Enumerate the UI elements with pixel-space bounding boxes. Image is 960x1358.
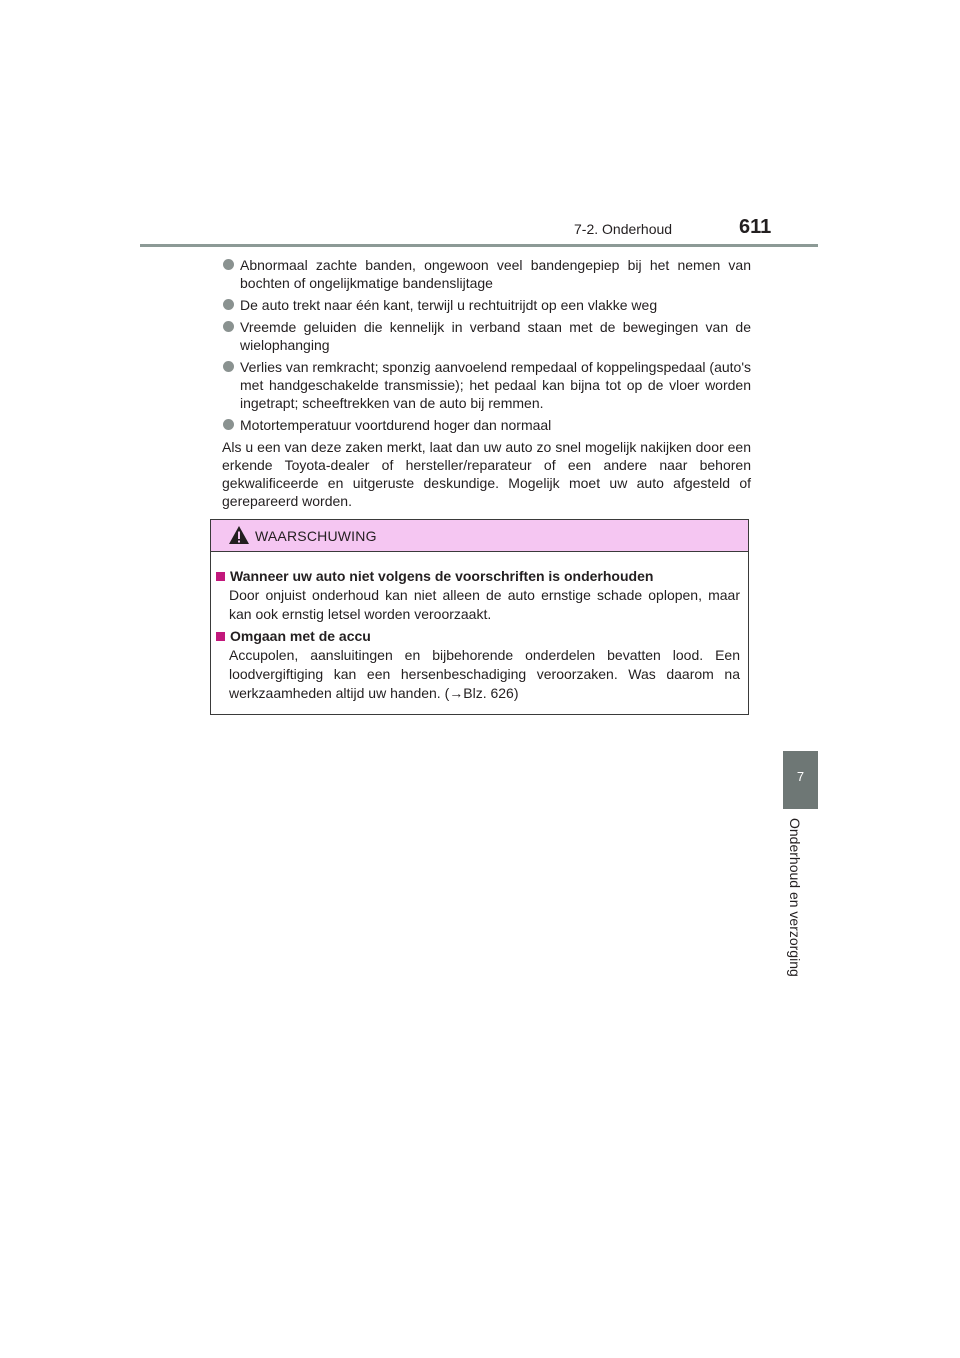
warning-item bbox=[216, 627, 740, 703]
chapter-label: Onderhoud en verzorging bbox=[787, 818, 803, 977]
list-item bbox=[222, 358, 751, 412]
list-item-text: Abnormaal zachte banden, ongewoon veel bandengepiep bij het nemen van bochten of ongelijkmatige bandenslijtage bbox=[240, 257, 751, 291]
list-item bbox=[222, 296, 751, 314]
square-bullet-icon bbox=[216, 632, 225, 641]
bullet-icon bbox=[223, 419, 234, 430]
body-paragraph: Als u een van deze zaken merkt, laat dan uw auto zo snel mogelijk nakijken door een erkende Toyota-dealer of hersteller/reparateur of een andere naar behoren gekwalificeerde en uitgeruste deskundige. Mogelijk moet uw auto afgesteld of gerepareerd worden. bbox=[222, 439, 751, 509]
header-divider bbox=[140, 244, 818, 247]
warning-item-heading bbox=[216, 627, 740, 646]
warning-triangle-icon bbox=[228, 525, 250, 545]
bullet-icon bbox=[223, 321, 234, 332]
warning-header bbox=[211, 520, 748, 552]
warning-item bbox=[216, 567, 740, 624]
warning-body bbox=[211, 552, 748, 703]
warning-box bbox=[210, 519, 749, 715]
list-item bbox=[222, 416, 751, 434]
main-content bbox=[222, 256, 751, 510]
chapter-tab[interactable] bbox=[783, 751, 818, 809]
warning-item-title: Omgaan met de accu bbox=[230, 628, 371, 644]
list-item bbox=[222, 256, 751, 292]
warning-title: WAARSCHUWING bbox=[255, 528, 377, 544]
warning-item-text: Accupolen, aansluitingen en bijbehorende onderdelen bevatten lood. Een loodvergiftiging kan een hersenbeschadiging veroorzaken. Was daarom na werkzaamheden altijd uw handen. (→Blz. 626) bbox=[229, 647, 740, 701]
list-item-text: Motortemperatuur voortdurend hoger dan normaal bbox=[240, 417, 552, 433]
warning-item-heading bbox=[216, 567, 740, 586]
warning-item-text: Door onjuist onderhoud kan niet alleen de auto ernstige schade oplopen, maar kan ook ernstig letsel worden veroorzaakt. bbox=[229, 587, 740, 622]
list-item-text: Vreemde geluiden die kennelijk in verband staan met de bewegingen van de wielophanging bbox=[240, 319, 751, 353]
list-item-text: Verlies van remkracht; sponzig aanvoelend rempedaal of koppelingspedaal (auto's met handgeschakelde transmissie); het pedaal kan bijna tot op de vloer worden ingetrapt; scheeftrekken van de auto bij remmen. bbox=[240, 359, 751, 411]
section-title: 7-2. Onderhoud bbox=[574, 221, 673, 237]
bullet-icon bbox=[223, 361, 234, 372]
bullet-icon bbox=[223, 259, 234, 270]
bullet-icon bbox=[223, 299, 234, 310]
warning-item-title: Wanneer uw auto niet volgens de voorschriften is onderhouden bbox=[230, 568, 654, 584]
page-number: 611 bbox=[739, 216, 772, 238]
square-bullet-icon bbox=[216, 572, 225, 581]
list-item bbox=[222, 318, 751, 354]
chapter-number: 7 bbox=[796, 769, 805, 784]
list-item-text: De auto trekt naar één kant, terwijl u rechtuitrijdt op een vlakke weg bbox=[240, 297, 658, 313]
